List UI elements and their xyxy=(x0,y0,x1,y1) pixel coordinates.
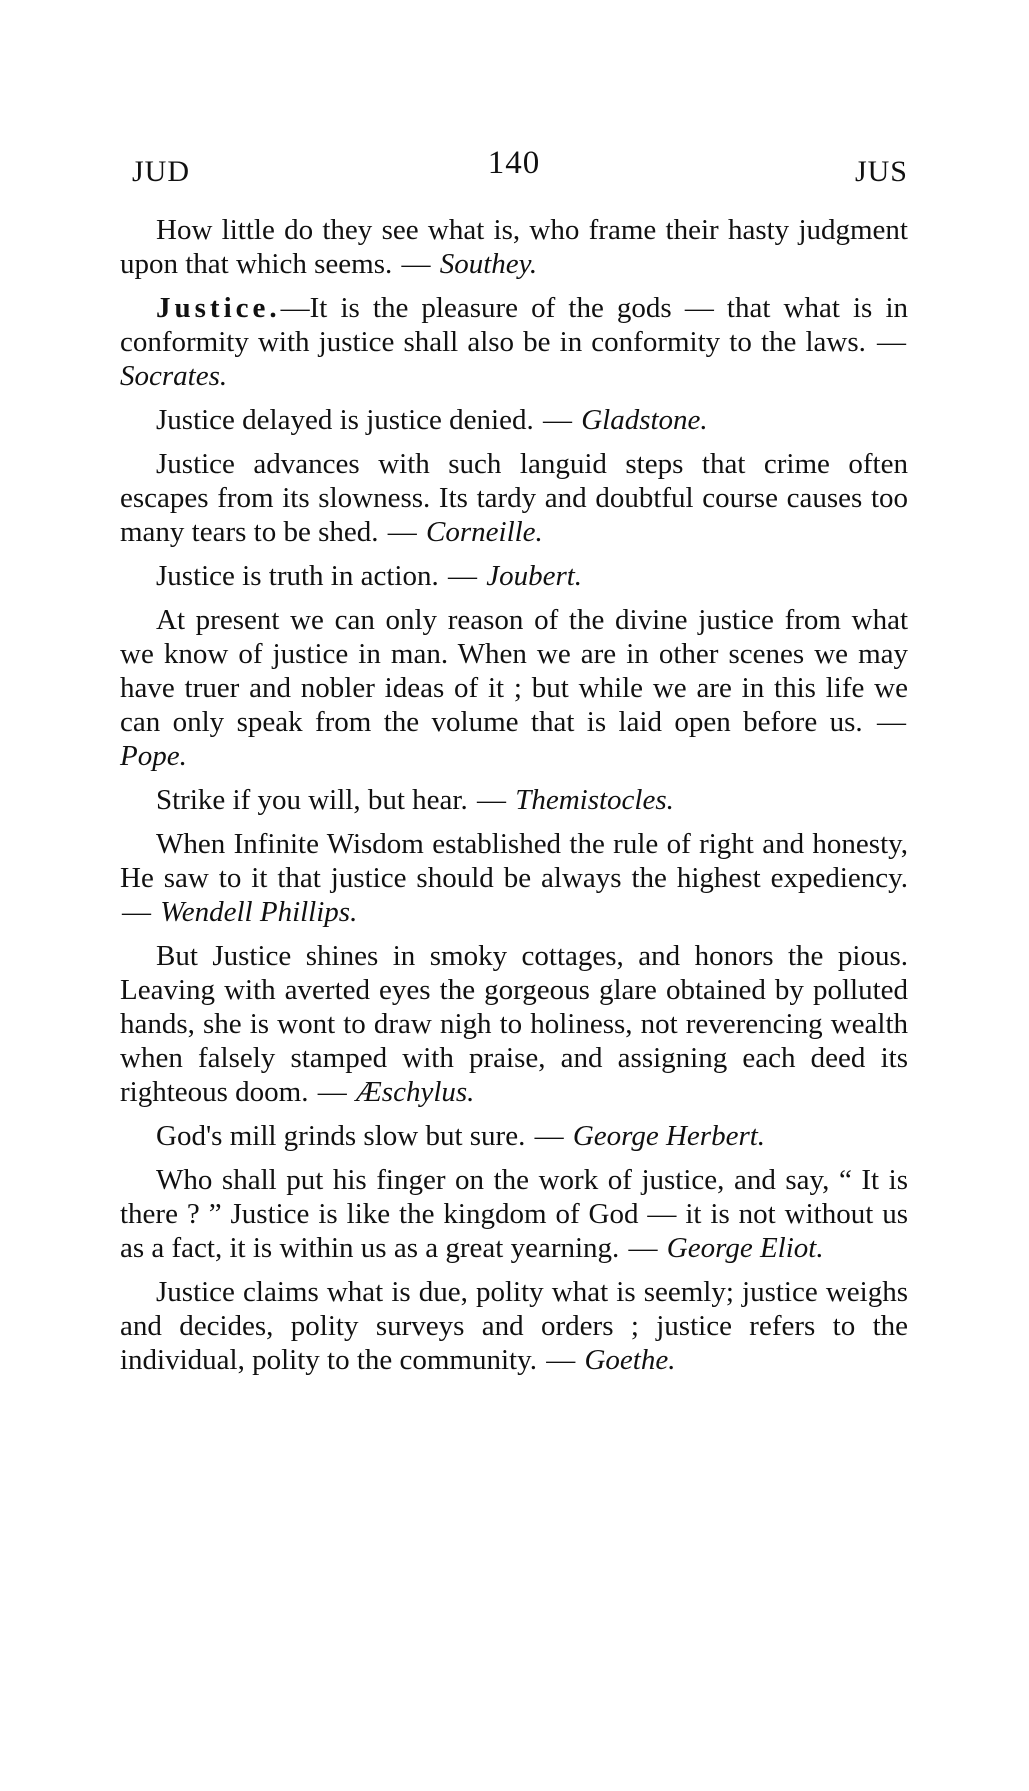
attribution-dash: — xyxy=(877,326,907,358)
quote-text: Justice is truth in action. xyxy=(156,560,439,592)
quote-paragraph xyxy=(120,213,908,281)
attribution-dash: — xyxy=(317,1076,347,1108)
quote-author: Æschylus. xyxy=(356,1076,475,1108)
quote-text: Justice advances with such languid steps that crime often escapes from its slowness. Its tardy and doubtful course causes too many tears to be shed. xyxy=(120,448,908,548)
quote-author: Goethe. xyxy=(584,1344,676,1376)
quote-paragraph xyxy=(120,939,908,1109)
quote-paragraph xyxy=(120,827,908,929)
running-header xyxy=(120,145,908,193)
quote-author: George Herbert. xyxy=(572,1120,766,1152)
quote-text: Justice claims what is due, polity what is seemly; justice weighs and decides, polity surveys and orders ; justice refers to the individual, polity to the community. xyxy=(120,1276,908,1376)
book-page xyxy=(120,145,908,1387)
quote-paragraph xyxy=(120,603,908,773)
attribution-dash: — xyxy=(534,1120,564,1152)
quote-text: Who shall put his finger on the work of justice, and say, “ It is there ? ” Justice is like the kingdom of God — it is not without us as a fact, it is within us as a great yearning. xyxy=(120,1164,908,1264)
quote-list xyxy=(120,213,908,1377)
quote-author: Pope. xyxy=(120,740,187,772)
quote-text: At present we can only reason of the divine justice from what we know of justice in man. When we are in other scenes we may have truer and nobler ideas of it ; but while we are in this life we can only speak from the volume that is laid open before us. xyxy=(120,604,908,738)
quote-author: George Eliot. xyxy=(666,1232,824,1264)
quote-author: Joubert. xyxy=(486,560,583,592)
attribution-dash: — xyxy=(476,784,506,816)
quote-author: Gladstone. xyxy=(581,404,708,436)
quote-text: God's mill grinds slow but sure. xyxy=(156,1120,526,1152)
quote-text: Strike if you will, but hear. xyxy=(156,784,468,816)
quote-paragraph xyxy=(120,559,908,593)
quote-author: Southey. xyxy=(439,248,538,280)
attribution-dash: — xyxy=(877,706,906,738)
attribution-dash: — xyxy=(387,516,417,548)
quote-text: It is the pleasure of the gods — that what is in conformity with justice shall also be in conformity to the laws. xyxy=(120,292,908,358)
header-right-guide-word: JUS xyxy=(854,155,908,188)
attribution-dash: — xyxy=(401,248,431,280)
quote-text: But Justice shines in smoky cottages, and honors the pious. Leaving with averted eyes the gorgeous glare obtained by polluted hands, she is wont to draw nigh to holiness, not reverencing wealth when falsely stamped with praise, and assigning each deed its righteous doom. xyxy=(120,940,908,1108)
quote-text: When Infinite Wisdom established the rule of right and honesty, He saw to it that justice should be always the highest expediency. xyxy=(120,828,908,894)
quote-author: Socrates. xyxy=(120,360,228,392)
entry-keyword: Justice. xyxy=(156,292,281,324)
attribution-dash: — xyxy=(122,896,151,928)
attribution-dash: — xyxy=(447,560,477,592)
quote-paragraph xyxy=(120,1119,908,1153)
quote-author: Corneille. xyxy=(426,516,543,548)
quote-author: Wendell Phillips. xyxy=(160,896,358,928)
attribution-dash: — xyxy=(628,1232,658,1264)
header-left-guide-word: JUD xyxy=(132,155,191,188)
quote-text: How little do they see what is, who frame their hasty judgment upon that which seems. xyxy=(120,214,908,280)
quote-paragraph xyxy=(120,447,908,549)
quote-paragraph xyxy=(120,783,908,817)
attribution-dash: — xyxy=(546,1344,576,1376)
attribution-dash: — xyxy=(542,404,572,436)
quote-paragraph xyxy=(120,291,908,393)
quote-paragraph xyxy=(120,1275,908,1377)
quote-author: Themistocles. xyxy=(515,784,674,816)
quote-paragraph xyxy=(120,1163,908,1265)
quote-text: Justice delayed is justice denied. xyxy=(156,404,534,436)
attribution-dash: — xyxy=(280,292,310,324)
quote-paragraph xyxy=(120,403,908,437)
page-number: 140 xyxy=(487,145,541,181)
